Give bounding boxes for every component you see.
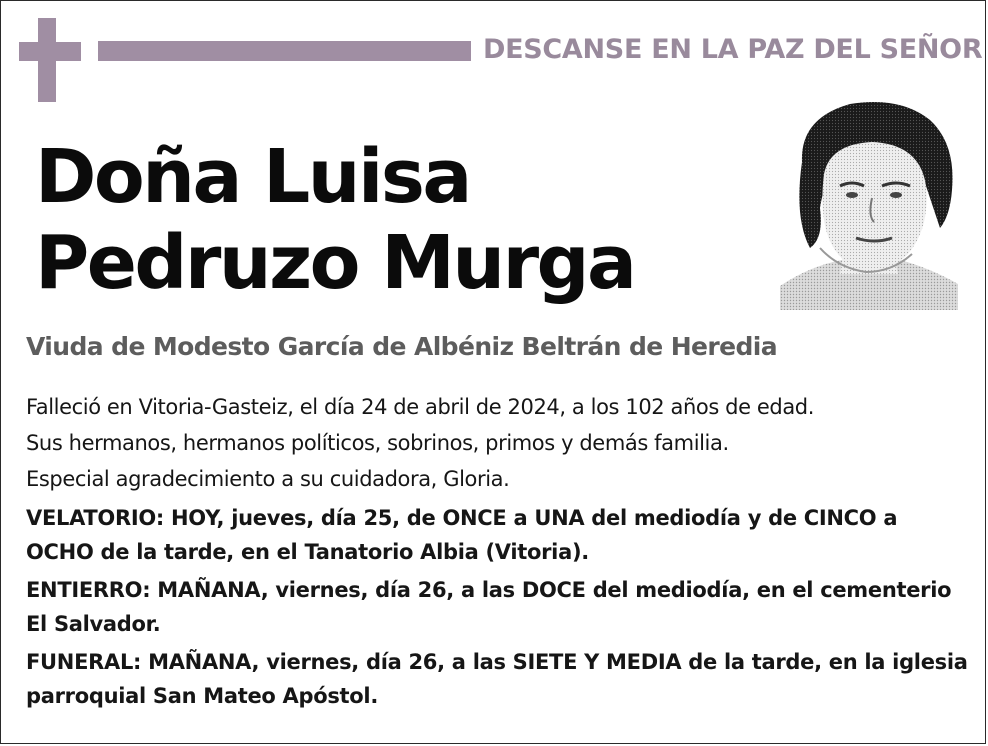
death-announcement: Falleció en Vitoria-Gasteiz, el día 24 de abril de 2024, a los 102 años de edad. xyxy=(26,395,815,419)
cross-horizontal-bar xyxy=(19,42,81,61)
velatorio-details: VELATORIO: HOY, jueves, día 25, de ONCE a UNA del mediodía y de CINCO a OCHO de la tarde, en el Tanatorio Albia (Vitoria). xyxy=(26,506,898,564)
header-title: DESCANSE EN LA PAZ DEL SEÑOR xyxy=(483,34,983,65)
header-rule xyxy=(98,41,471,61)
entierro-details: ENTIERRO: MAÑANA, viernes, día 26, a las DOCE del mediodía, en el cementerio El Salvador. xyxy=(26,578,952,636)
family-line: Sus hermanos, hermanos políticos, sobrinos, primos y demás familia. xyxy=(26,431,729,455)
portrait-image xyxy=(780,98,958,310)
portrait-photo xyxy=(780,98,958,310)
name-line-2: Pedruzo Murga xyxy=(35,220,635,306)
acknowledgement-line: Especial agradecimiento a su cuidadora, Gloria. xyxy=(26,467,510,491)
name-line-1: Doña Luisa xyxy=(35,134,470,220)
widow-of-subtitle: Viuda de Modesto García de Albéniz Beltrán de Heredia xyxy=(26,332,778,361)
obituary-body xyxy=(26,389,971,713)
deceased-name xyxy=(35,134,755,306)
funeral-details: FUNERAL: MAÑANA, viernes, día 26, a las SIETE Y MEDIA de la tarde, en la iglesia parroquial San Mateo Apóstol. xyxy=(26,650,968,708)
